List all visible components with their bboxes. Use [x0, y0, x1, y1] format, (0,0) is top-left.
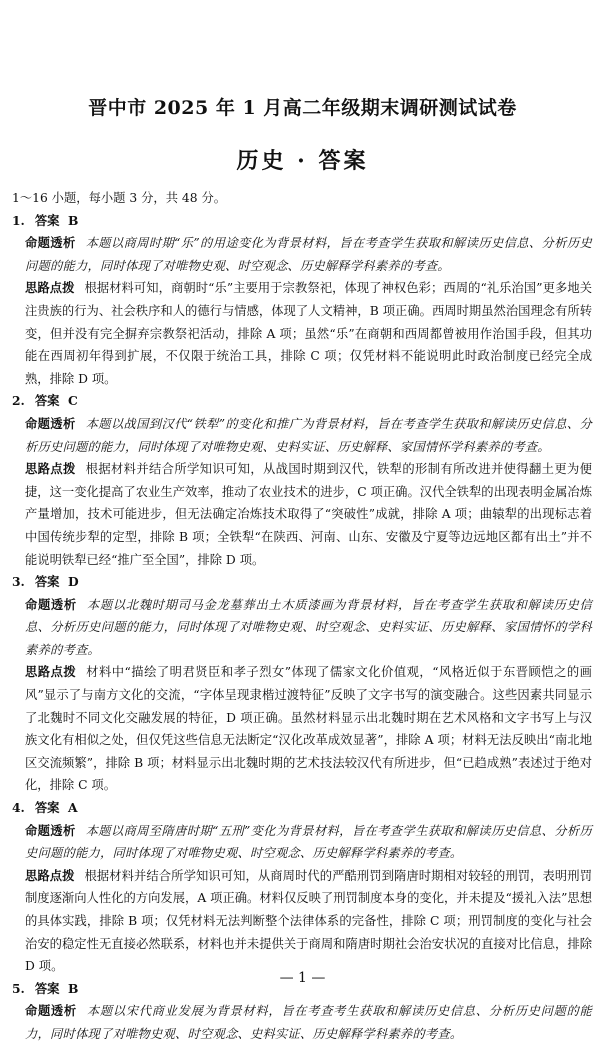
page-number: — 1 —	[279, 970, 326, 986]
section-intro: 1～16 小题，每小题 3 分，共 48 分。	[12, 191, 227, 205]
question-2-analysis	[12, 413, 592, 458]
question-1-analysis	[12, 232, 592, 277]
answer-label: 答案	[34, 213, 60, 228]
question-1-hint	[12, 277, 592, 390]
hint-text: 根据材料并结合所学知识可知，从战国时期到汉代，铁犁的形制有所改进并使得翻土更为便捷，这一变化提高了农业生产效率，推动了农业技术的进步，C 项正确。汉代全铁犁的出现表明金属冶炼产量增加，技术可能进步，但无法确定冶炼技术取得了“突破性”成就，排除 A 项；曲辕犁的出现标志着中国传统步犁的定型，排除 B 项；全铁犁“在陕西、河南、山东、安徽及宁夏等边远地区都有出土”并不能说明铁犁已经“推广至全国”，排除 D 项。	[25, 462, 592, 567]
question-4-analysis	[12, 820, 592, 865]
analysis-text: 本题以战国到汉代“铁犁”的变化和推广为背景材料，旨在考查学生获取和解读历史信息、分析历史问题的能力，同时体现了对唯物史观、史料实证、历史解释、家国情怀学科素养的考查。	[25, 416, 592, 454]
answer-content	[12, 187, 592, 1046]
hint-label: 思路点拨	[25, 665, 77, 680]
answer-value: A	[68, 800, 78, 816]
analysis-label: 命题透析	[25, 597, 77, 612]
hint-label: 思路点拨	[25, 281, 75, 296]
answer-label: 答案	[34, 801, 60, 816]
question-number: 5.	[12, 980, 25, 996]
answer-label: 答案	[34, 981, 60, 996]
analysis-text: 本题以商周至隋唐时期“五刑”变化为背景材料，旨在考查学生获取和解读历史信息、分析历史问题的能力，同时体现了对唯物史观、时空观念、历史解释学科素养的考查。	[25, 823, 592, 861]
question-3-analysis	[12, 594, 592, 662]
question-1-answer-line	[12, 210, 592, 233]
question-2	[12, 390, 592, 571]
analysis-label: 命题透析	[25, 1004, 77, 1019]
question-2-answer-line	[12, 390, 592, 413]
hint-text: 材料中“描绘了明君贤臣和孝子烈女”体现了儒家文化价值观，“风格近似于东晋顾恺之的画风”显示了与南方文化的交流，“字体呈现隶楷过渡特征”反映了文字书写的演变融合。这些因素共同显示了北魏时不同文化交融发展的特征，D 项正确。虽然材料显示出北魏时期在艺术风格和文字书写上与汉族文化有相似之处，但仅凭这些信息无法断定“汉化改革成效显著”，排除 A 项；材料无法反映出“南北地区交流频繁”，排除 B 项；材料显示出北魏时期的艺术技法较汉代有所进步，但“已趋成熟”表述过于绝对化，排除 C 项。	[25, 665, 592, 793]
question-number: 3.	[12, 574, 25, 590]
analysis-text: 本题以宋代商业发展为背景材料，旨在考查考生获取和解读历史信息、分析历史问题的能力，同时体现了对唯物史观、时空观念、史料实证、历史解释学科素养的考查。	[25, 1004, 592, 1041]
analysis-label: 命题透析	[25, 236, 76, 251]
question-3-answer-line	[12, 571, 592, 594]
question-number: 4.	[12, 800, 25, 816]
answer-value: D	[68, 574, 79, 590]
question-2-hint	[12, 458, 592, 571]
document-subtitle: 历史 · 答案	[236, 148, 369, 174]
hint-label: 思路点拨	[25, 462, 76, 477]
question-3-hint	[12, 661, 592, 797]
question-4-hint	[12, 865, 592, 978]
question-4-answer-line	[12, 797, 592, 820]
analysis-label: 命题透析	[25, 823, 76, 838]
question-5	[12, 978, 592, 1046]
hint-text: 根据材料可知，商朝时“乐”主要用于宗教祭祀，体现了神权色彩；西周的“礼乐治国”更多地关注贵族的行为、社会秩序和人的德行与情感，体现了人文精神，B 项正确。西周时期虽然治国理念有所转变，但并没有完全摒弃宗教祭祀活动，排除 A 项；虽然“乐”在商朝和西周都曾被用作治国手段，但其功能在西周初年得到扩展，不仅限于统治工具，排除 C 项；仅凭材料不能说明此时政治制度已经完全成熟，排除 D 项。	[25, 281, 592, 386]
document-title: 晋中市 2025 年 1 月高二年级期末调研测试试卷	[88, 97, 517, 119]
analysis-text: 本题以商周时期“乐”的用途变化为背景材料，旨在考查学生获取和解读历史信息、分析历史问题的能力，同时体现了对唯物史观、时空观念、历史解释学科素养的考查。	[25, 236, 592, 273]
hint-text: 根据材料并结合所学知识可知，从商周时代的严酷刑罚到隋唐时期相对较轻的刑罚，表明刑罚制度逐渐向人性化的方向发展，A 项正确。材料仅反映了刑罚制度本身的变化，并未提及“援礼入法”思想的具体实践，排除 B 项；仅凭材料无法判断整个法律体系的完备性，排除 C 项；刑罚制度的变化与社会治安的稳定性无直接必然联系，材料也并未提供关于商周和隋唐时期社会治安状况的直接对比信息，排除 D 项。	[25, 868, 592, 974]
answer-value: B	[68, 980, 79, 996]
hint-label: 思路点拨	[25, 868, 75, 883]
question-5-analysis	[12, 1000, 592, 1045]
question-number: 2.	[12, 393, 25, 409]
answer-label: 答案	[34, 394, 60, 409]
analysis-text: 本题以北魏时期司马金龙墓葬出土木质漆画为背景材料，旨在考查学生获取和解读历史信息、分析历史问题的能力，同时体现了对唯物史观、时空观念、史料实证、历史解释、家国情怀的学科素养的考查。	[25, 597, 592, 657]
answer-value: B	[68, 212, 79, 228]
analysis-label: 命题透析	[25, 416, 76, 431]
answer-label: 答案	[34, 575, 60, 590]
question-1	[12, 210, 592, 391]
question-3	[12, 571, 592, 797]
question-number: 1.	[12, 212, 25, 228]
question-4	[12, 797, 592, 978]
answer-value: C	[68, 393, 78, 409]
